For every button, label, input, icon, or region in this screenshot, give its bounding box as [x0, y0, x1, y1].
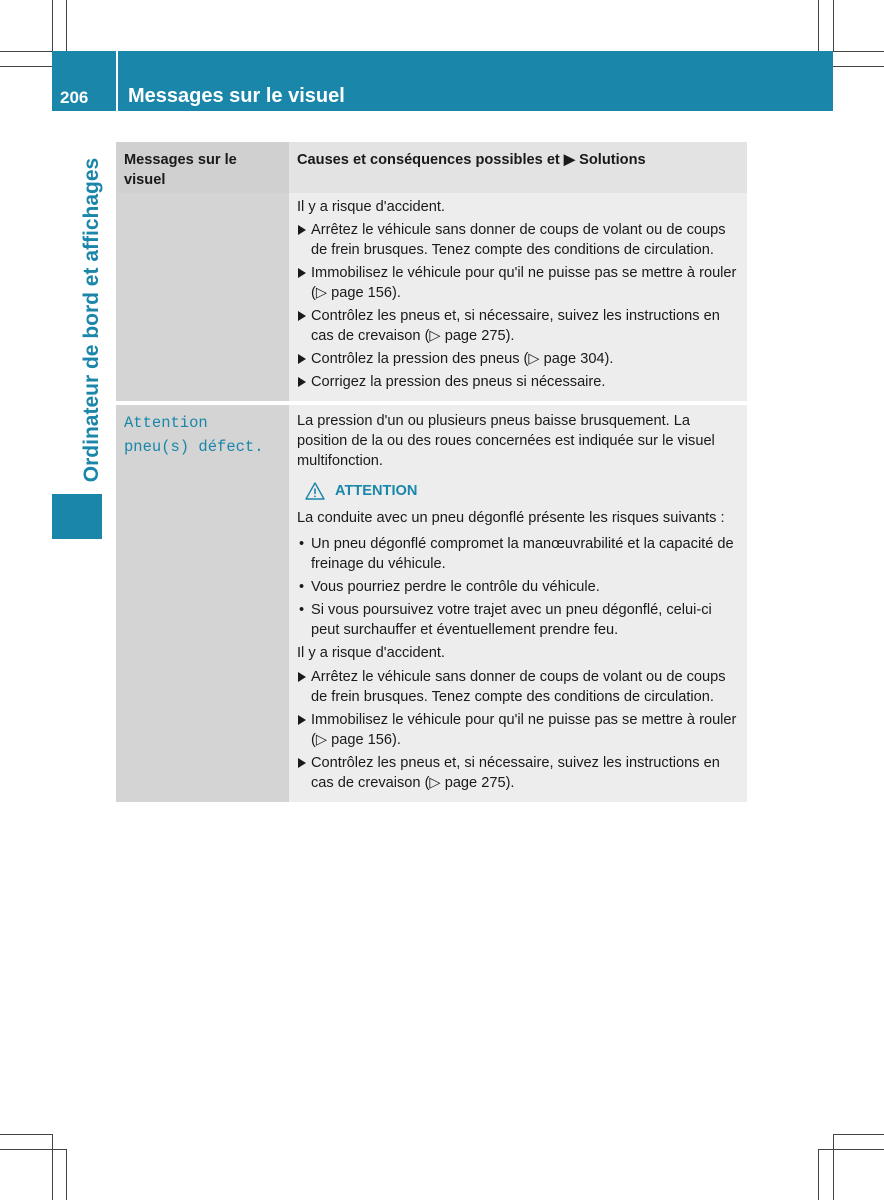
crop-mark — [818, 1149, 884, 1150]
message-cell — [116, 405, 289, 802]
page-title: Messages sur le visuel — [128, 85, 345, 107]
column-header-messages: Messages sur le visuel — [116, 142, 289, 193]
solution-step: Immobilisez le véhicule pour qu'il ne puisse pas se mettre à rouler (▷ page 156). — [297, 263, 741, 303]
warning-heading — [305, 481, 741, 501]
crop-mark — [0, 1149, 66, 1150]
risk-bullet: • Si vous poursuivez votre trajet avec un pneu dégonflé, celui-ci peut surchauffer et éventuellement prendre feu. — [297, 600, 741, 640]
crop-mark — [66, 1149, 67, 1200]
crop-mark — [818, 0, 819, 51]
solution-step: Immobilisez le véhicule pour qu'il ne puisse pas se mettre à rouler (▷ page 156). — [297, 710, 741, 750]
crop-mark — [833, 1134, 834, 1200]
crop-mark — [0, 1134, 52, 1135]
table-header — [116, 142, 747, 193]
solutions-cell — [289, 405, 747, 802]
crop-mark — [52, 0, 53, 51]
messages-table — [116, 142, 747, 802]
crop-mark — [0, 51, 52, 52]
warning-label: ATTENTION — [335, 483, 418, 499]
risk-text: Il y a risque d'accident. — [297, 645, 445, 661]
solution-step: Contrôlez la pression des pneus (▷ page 304). — [297, 349, 741, 369]
crop-mark — [833, 1134, 884, 1135]
crop-mark — [818, 1149, 819, 1200]
crop-mark — [66, 0, 67, 51]
risk-bullet: • Un pneu dégonflé compromet la manœuvrabilité et la capacité de freinage du véhicule. — [297, 534, 741, 574]
warning-triangle-icon — [305, 482, 325, 500]
crop-mark — [833, 51, 884, 52]
crop-mark — [833, 0, 834, 51]
display-message-line: Attention — [124, 414, 208, 432]
header-divider — [116, 51, 118, 111]
chapter-title: Ordinateur de bord et affichages — [80, 157, 103, 483]
risk-text: Il y a risque d'accident. — [297, 199, 445, 215]
column-header-causes: Causes et conséquences possibles et ▶ Solutions — [297, 152, 646, 168]
table-row — [116, 401, 747, 802]
risk-bullet: • Vous pourriez perdre le contrôle du véhicule. — [297, 577, 741, 597]
solution-step: Contrôlez les pneus et, si nécessaire, suivez les instructions en cas de crevaison (▷ page 275). — [297, 753, 741, 793]
page-number: 206 — [60, 88, 89, 107]
message-cell — [116, 193, 289, 401]
solution-step: Arrêtez le véhicule sans donner de coups de volant ou de coups de frein brusques. Tenez compte des conditions de circulation. — [297, 667, 741, 707]
table-row — [116, 193, 747, 401]
crop-mark — [52, 1134, 53, 1200]
chapter-tab — [52, 494, 102, 539]
solution-step: Corrigez la pression des pneus si nécessaire. — [297, 372, 741, 392]
crop-mark — [0, 66, 52, 67]
solution-step: Contrôlez les pneus et, si nécessaire, suivez les instructions en cas de crevaison (▷ page 275). — [297, 306, 741, 346]
warning-text: La conduite avec un pneu dégonflé présente les risques suivants : — [297, 510, 725, 526]
solution-step: Arrêtez le véhicule sans donner de coups de volant ou de coups de frein brusques. Tenez compte des conditions de circulation. — [297, 220, 741, 260]
display-message-line: pneu(s) défect. — [124, 438, 264, 456]
solutions-cell — [289, 193, 747, 401]
description-text: La pression d'un ou plusieurs pneus baisse brusquement. La position de la ou des roues concernées est indiquée sur le visuel multifonction. — [297, 413, 715, 469]
crop-mark — [833, 66, 884, 67]
